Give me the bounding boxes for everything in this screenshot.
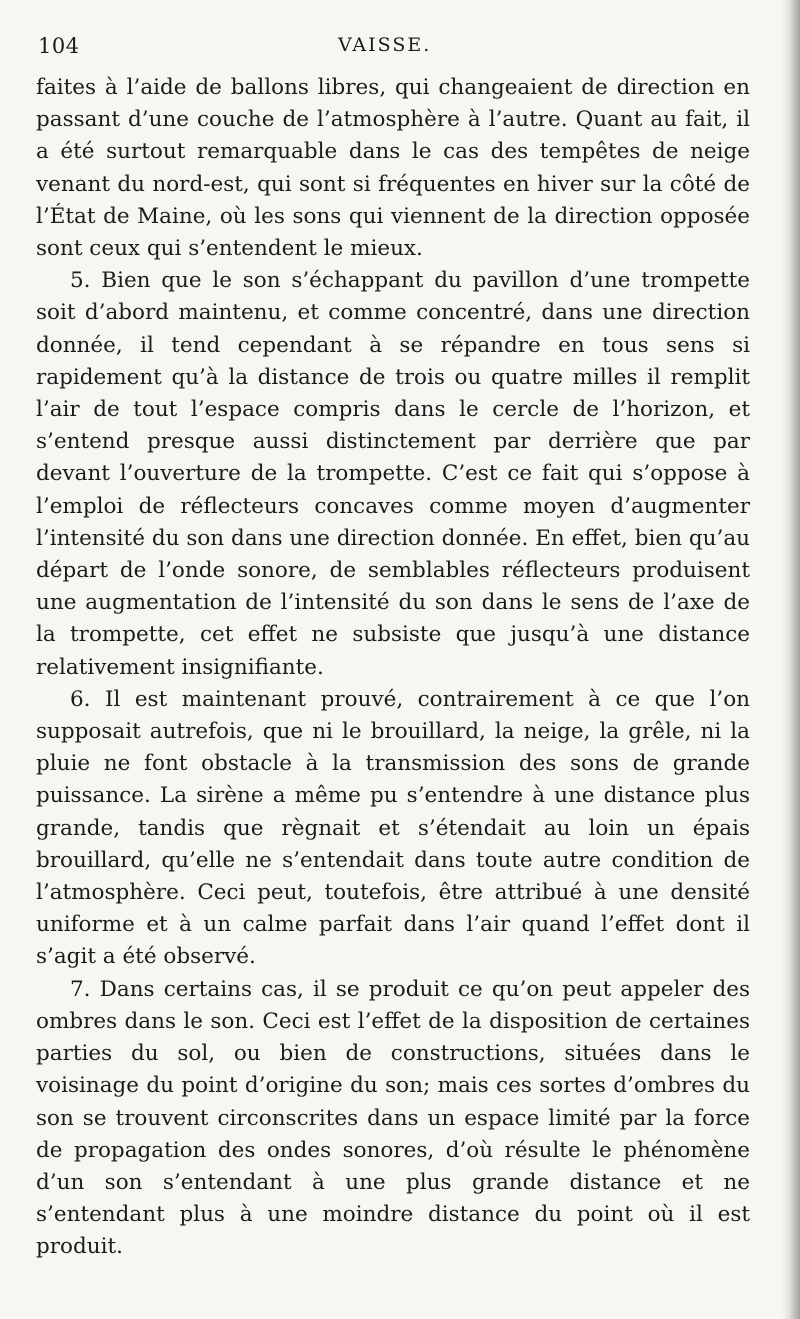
page-edge-shadow [782, 0, 800, 1319]
paragraph-continued: faites à l’aide de ballons libres, qui changeaient de direction en passant d’une couche de l’atmosphère à l’autre. Quant au fait, il a été surtout remarquable dans le cas des tempêtes de neige venant du nord-est, qui sont si fréquentes en hiver sur la côté de l’État de Maine, où les sons qui viennent de la direction opposée sont ceux qui s’entendent le mieux. [36, 75, 750, 262]
page-header [38, 34, 750, 64]
running-title: VAISSE. [338, 34, 432, 56]
page-number: 104 [38, 34, 80, 58]
paragraph-5: 5. Bien que le son s’échappant du pavillon d’une trompette soit d’abord maintenu, et comme concentré, dans une direction donnée, il tend cependant à se répandre en tous sens si rapidement qu’à la distance de trois ou quatre milles il remplit l’air de tout l’espace compris dans le cercle de l’horizon, et s’entend presque aussi distinctement par derrière que par devant l’ouverture de la trompette. C’est ce fait qui s’oppose à l’emploi de réflecteurs concaves comme moyen d’augmenter l’intensité du son dans une direction donnée. En effet, bien qu’au départ de l’onde sonore, de semblables réflecteurs produisent une augmentation de l’intensité du son dans le sens de l’axe de la trompette, cet effet ne subsiste que jusqu’à une distance relativement insignifiante. [36, 268, 750, 680]
paragraph-6: 6. Il est maintenant prouvé, contrairement à ce que l’on supposait autrefois, que ni le brouillard, la neige, la grêle, ni la pluie ne font obstacle à la transmission des sons de grande puissance. La sirène a même pu s’entendre à une distance plus grande, tandis que règnait et s’étendait au loin un épais brouillard, qu’elle ne s’entendait dans toute autre condition de l’atmosphère. Ceci peut, toutefois, être attribué à une densité uniforme et à un calme parfait dans l’air quand l’effet dont il s’agit a été observé. [36, 686, 750, 970]
body-text [36, 72, 750, 1264]
paragraph-7: 7. Dans certains cas, il se produit ce qu’on peut appeler des ombres dans le son. Ceci est l’effet de la disposition de certaines parties du sol, ou bien de constructions, situées dans le voisinage du point d’origine du son; mais ces sortes d’ombres du son se trouvent circonscrites dans un espace limité par la force de propagation des ondes sonores, d’où résulte le phénomène d’un son s’entendant à une plus grande distance et ne s’entendant plus à une moindre distance du point où il est produit. [36, 976, 750, 1260]
